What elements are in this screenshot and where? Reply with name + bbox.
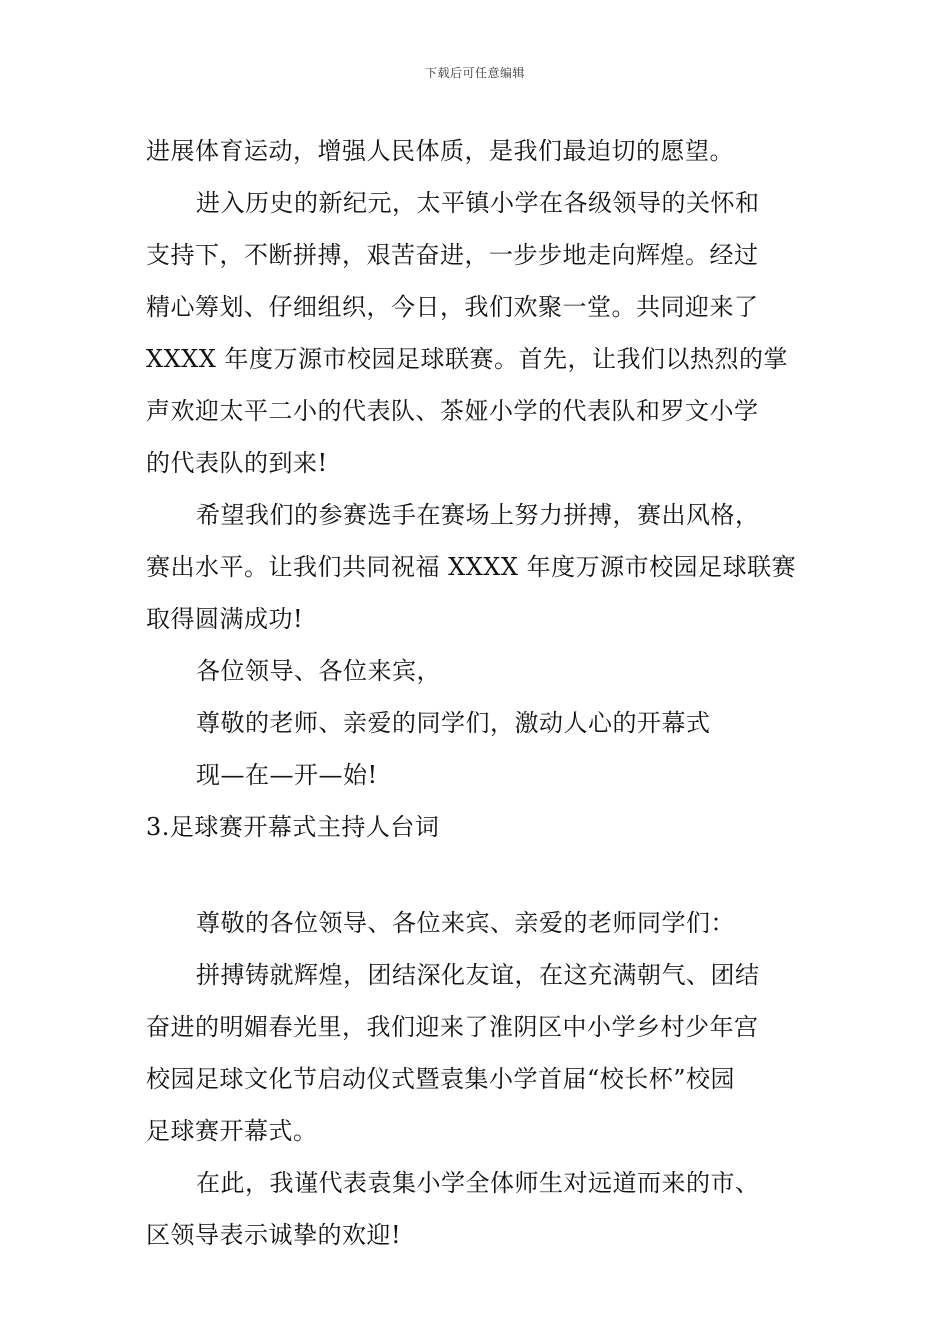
paragraph-line: 尊敬的各位领导、各位来宾、亲爱的老师同学们： (196, 909, 735, 937)
paragraph-line: 尊敬的老师、亲爱的同学们，激动人心的开幕式 (196, 709, 711, 737)
paragraph-line: 拼搏铸就辉煌，团结深化友谊，在这充满朝气、团结 (196, 961, 760, 989)
paragraph-line: 赛出水平。让我们共同祝福 XXXX 年度万源市校园足球联赛 (146, 553, 797, 581)
paragraph-line: 现—在—开—始! (196, 761, 378, 789)
paragraph-line: 精心筹划、仔细组织，今日，我们欢聚一堂。共同迎来了 (146, 293, 759, 321)
page-header: 下载后可任意编辑 (424, 66, 525, 80)
paragraph-line: 取得圆满成功! (146, 605, 304, 633)
paragraph-line: 校园足球文化节启动仪式暨袁集小学首届“校长杯”校园 (146, 1065, 736, 1093)
paragraph-line: 支持下，不断拼搏，艰苦奋进，一步步地走向辉煌。经过 (146, 241, 759, 269)
document-body (146, 125, 818, 1261)
paragraph-line: XXXX 年度万源市校园足球联赛。首先，让我们以热烈的掌 (146, 345, 788, 373)
paragraph-line: 进入历史的新纪元，太平镇小学在各级领导的关怀和 (196, 189, 760, 217)
paragraph-line: 足球赛开幕式。 (146, 1117, 318, 1145)
paragraph-line: 声欢迎太平二小的代表队、茶娅小学的代表队和罗文小学 (146, 397, 759, 425)
paragraph-line: 希望我们的参赛选手在赛场上努力拼搏，赛出风格， (196, 501, 760, 529)
paragraph-line: 各位领导、各位来宾， (196, 657, 441, 685)
blank-line (146, 853, 818, 897)
paragraph-line: 进展体育运动，增强人民体质，是我们最迫切的愿望。 (146, 137, 734, 165)
paragraph-line: 的代表队的到来! (146, 449, 328, 477)
section-heading: 3.足球赛开幕式主持人台词 (146, 813, 440, 841)
paragraph-line: 奋进的明媚春光里，我们迎来了淮阴区中小学乡村少年宫 (146, 1013, 759, 1041)
paragraph-line: 在此，我谨代表袁集小学全体师生对远道而来的市、 (196, 1169, 760, 1197)
paragraph-line: 区领导表示诚挚的欢迎! (146, 1221, 402, 1249)
